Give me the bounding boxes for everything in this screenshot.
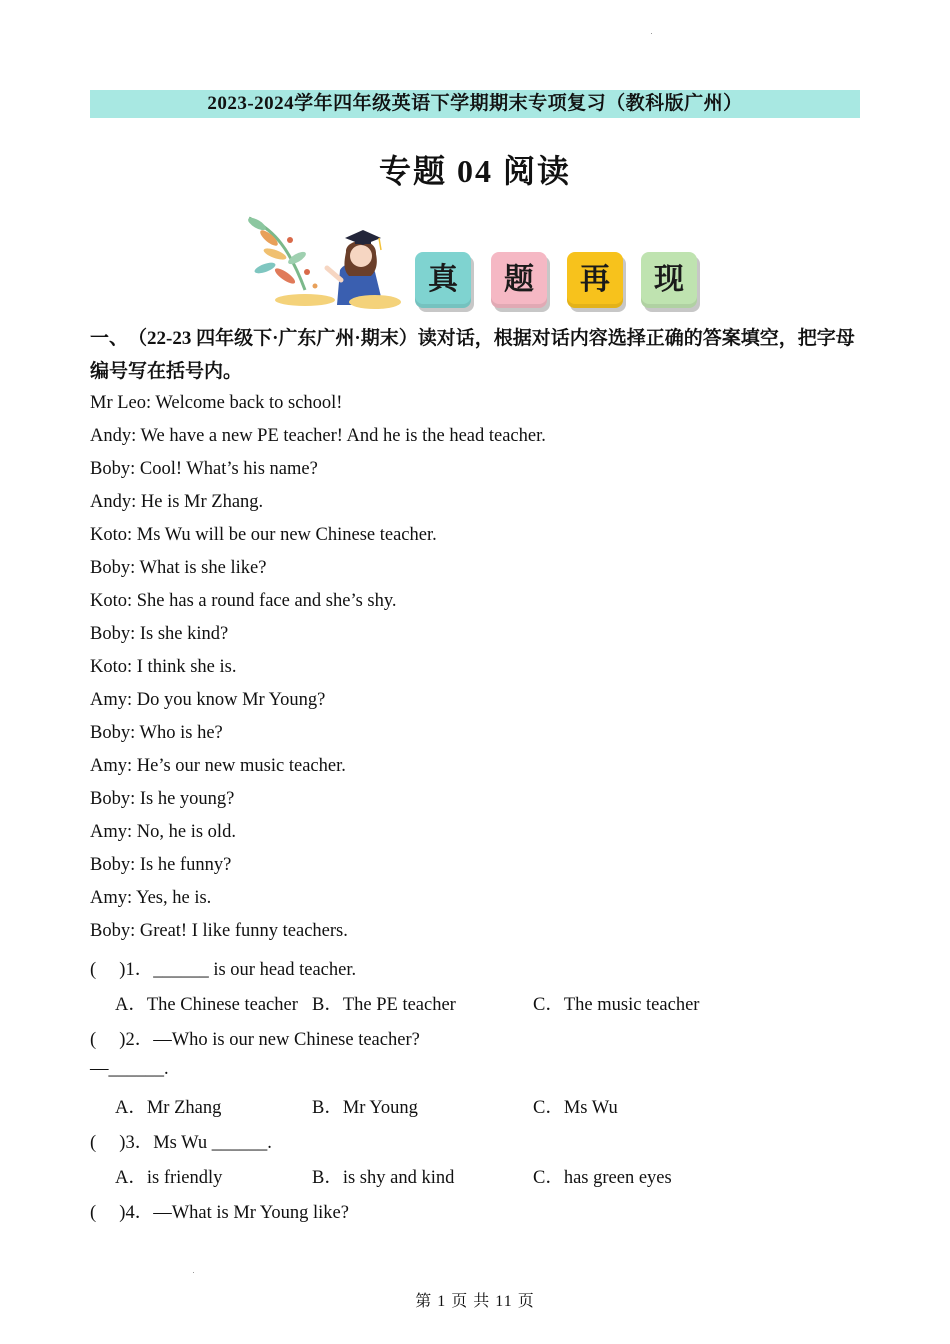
dialogue-line: Amy: Do you know Mr Young? — [90, 690, 326, 710]
stray-dot — [651, 33, 652, 34]
tile-xian: 现 — [641, 252, 697, 308]
stray-dot — [193, 1272, 194, 1273]
dialogue-line: Boby: Cool! What’s his name? — [90, 459, 318, 479]
question-1-stem: ( )1．______ is our head teacher. — [90, 960, 357, 980]
question-2-option-b: B．Mr Young — [312, 1098, 418, 1118]
tile-zhen: 真 — [415, 252, 471, 308]
question-2-answer-line: —______. — [90, 1059, 169, 1079]
question-2-stem: ( )2．—Who is our new Chinese teacher? — [90, 1030, 420, 1050]
dialogue-line: Amy: No, he is old. — [90, 822, 236, 842]
dialogue-line: Boby: Is he young? — [90, 789, 235, 809]
dialogue-line: Andy: He is Mr Zhang. — [90, 492, 264, 512]
dialogue-line: Koto: She has a round face and she’s shy. — [90, 591, 397, 611]
graduate-girl — [327, 230, 401, 309]
dialogue-line: Boby: Is he funny? — [90, 855, 232, 875]
question-2-option-a: A．Mr Zhang — [115, 1098, 222, 1118]
dialogue-line: Andy: We have a new PE teacher! And he is the head teacher. — [90, 426, 546, 446]
dialogue-line: Boby: Who is he? — [90, 723, 223, 743]
series-banner: 2023-2024学年四年级英语下学期期末专项复习（教科版广州） — [90, 90, 860, 118]
graduate-girl-illustration — [245, 210, 415, 310]
question-3-option-b: B．is shy and kind — [312, 1168, 455, 1188]
dialogue-line: Koto: I think she is. — [90, 657, 237, 677]
page-number: 第 1 页 共 11 页 — [415, 1293, 535, 1310]
question-1-option-c: C．The music teacher — [533, 995, 700, 1015]
dialogue-line: Amy: He’s our new music teacher. — [90, 756, 346, 776]
question-heading: 一、 （22-23 四年级下·广东广州·期末）读对话，根据对话内容选择正确的答案填空，把字母编号写在括号内。 — [90, 328, 855, 382]
question-3-option-c: C．has green eyes — [533, 1168, 672, 1188]
question-3-stem: ( )3．Ms Wu ______. — [90, 1133, 272, 1153]
dialogue-line: Koto: Ms Wu will be our new Chinese teacher. — [90, 525, 437, 545]
dialogue-line: Boby: Is she kind? — [90, 624, 229, 644]
question-1-option-b: B．The PE teacher — [312, 995, 456, 1015]
page-title: 专题 04 阅读 — [378, 153, 571, 189]
dialogue-line: Boby: Great! I like funny teachers. — [90, 921, 348, 941]
tile-ti: 题 — [491, 252, 547, 308]
dialogue-line: Mr Leo: Welcome back to school! — [90, 393, 343, 413]
leaf-decoration — [246, 216, 335, 306]
dialogue-line: Amy: Yes, he is. — [90, 888, 212, 908]
dialogue-line: Boby: What is she like? — [90, 558, 267, 578]
question-2-option-c: C．Ms Wu — [533, 1098, 618, 1118]
question-3-option-a: A．is friendly — [115, 1168, 223, 1188]
question-4-stem: ( )4．—What is Mr Young like? — [90, 1203, 349, 1223]
question-1-option-a: A．The Chinese teacher — [115, 995, 298, 1015]
tile-zai: 再 — [567, 252, 623, 308]
